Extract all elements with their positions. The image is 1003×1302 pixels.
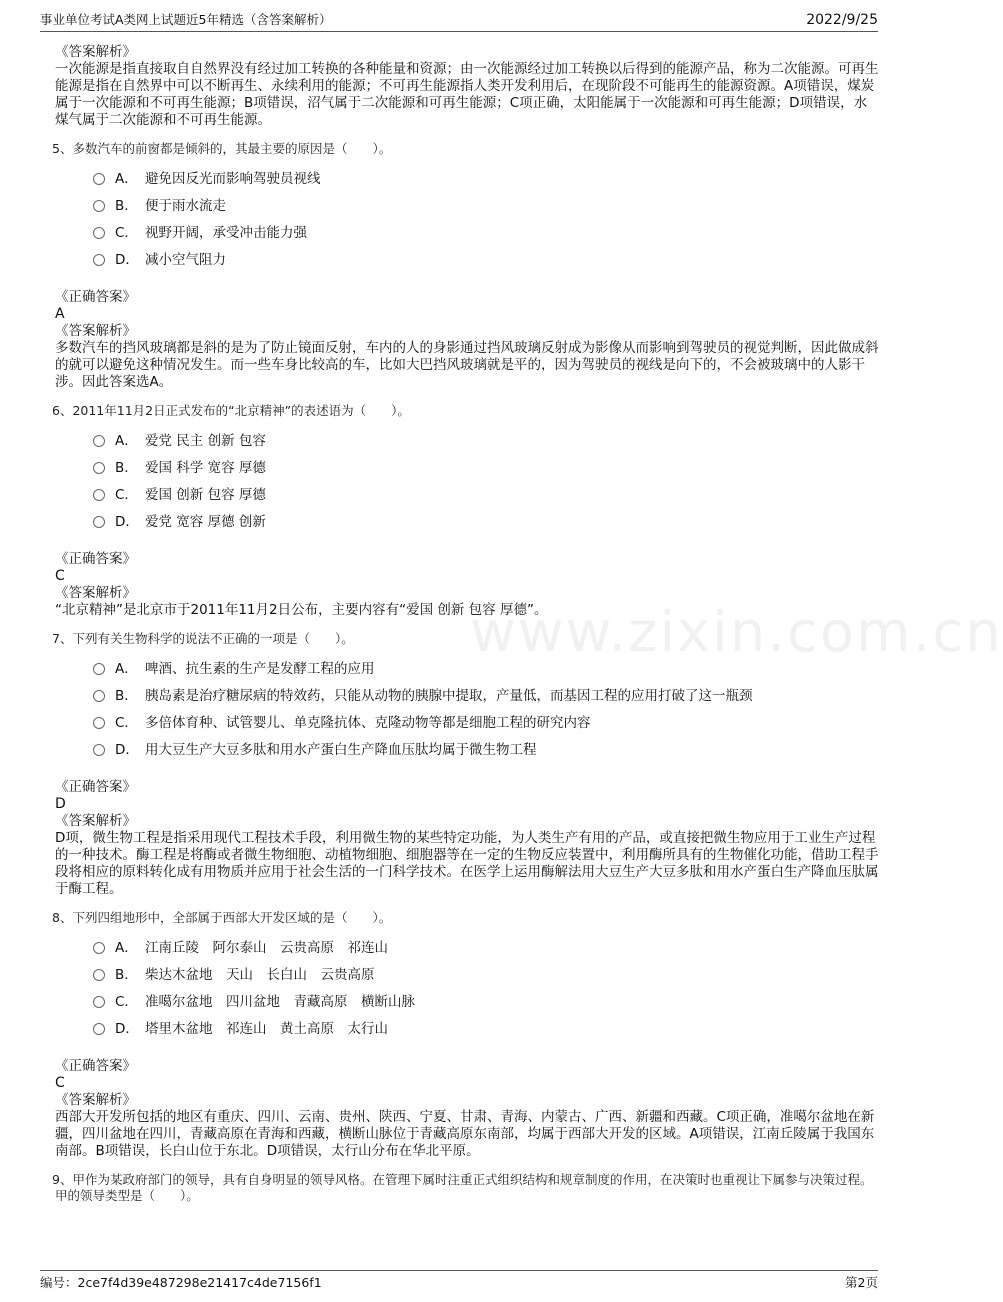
answer-analysis-label: 《答案解析》 (55, 813, 136, 829)
radio-icon[interactable] (93, 969, 105, 981)
question-6-options (93, 425, 880, 533)
question-9: 9、甲作为某政府部门的领导，具有自身明显的领导风格。在管理下属时注重正式组织结构和规章制度的作用，在决策时也重视让下属参与决策过程。甲的领导类型是（ ）。 (52, 1172, 873, 1203)
option-a[interactable]: A． 爱党 民主 创新 包容 (93, 425, 880, 452)
radio-icon[interactable] (93, 744, 105, 756)
question-7-options (93, 653, 880, 761)
correct-answer: A (55, 306, 65, 322)
radio-icon[interactable] (93, 200, 105, 212)
correct-answer: D (55, 796, 66, 812)
document-date: 2022/9/25 (806, 12, 878, 28)
option-c[interactable]: C． 视野开阔，承受冲击能力强 (93, 217, 880, 244)
option-c[interactable]: C． 爱国 创新 包容 厚德 (93, 479, 880, 506)
question-5: 5、多数汽车的前窗都是倾斜的，其最主要的原因是（ ）。 (52, 141, 392, 156)
question-5-options (93, 163, 880, 271)
question-8-options (93, 932, 880, 1040)
radio-icon[interactable] (93, 462, 105, 474)
answer-analysis-text: D项，微生物工程是指采用现代工程技术手段，利用微生物的某些特定功能，为人类生产有用的产品，或直接把微生物应用于工业生产过程的一种技术。酶工程是将酶或者微生物细胞、动植物细胞、细胞器等在一定的生物反应装置中，利用酶所具有的生物催化功能，借助工程手段将相应的原料转化成有用物质并应用于社会生活的一门科学技术。在医学上运用酶解法用大豆生产大豆多肽和用水产蛋白生产降血压肽属于酶工程。 (55, 830, 879, 897)
document-title: 事业单位考试A类网上试题近5年精选（含答案解析） (40, 12, 332, 27)
watermark: www.zixin.com.cn (470, 600, 1003, 665)
answer-analysis-label: 《答案解析》 (55, 585, 136, 601)
option-c[interactable]: C． 准噶尔盆地 四川盆地 青藏高原 横断山脉 (93, 986, 880, 1013)
document-code: 编号：2ce7f4d39e487298e21417c4de7156f1 (40, 1275, 322, 1290)
page-header (40, 8, 878, 32)
radio-icon[interactable] (93, 516, 105, 528)
answer-analysis-text: 西部大开发所包括的地区有重庆、四川、云南、贵州、陕西、宁夏、甘肃、青海、内蒙古、广西、新疆和西藏。C项正确，准噶尔盆地在新疆，四川盆地在四川，青藏高原在青海和西藏，横断山脉位于青藏高原东南部，均属于西部大开发的区域。A项错误，江南丘陵属于我国东南部。B项错误，长白山位于东北。D项错误，太行山分布在华北平原。 (55, 1109, 875, 1159)
radio-icon[interactable] (93, 254, 105, 266)
question-6: 6、2011年11月2日正式发布的“北京精神”的表述语为（ ）。 (52, 403, 410, 418)
option-d[interactable]: D． 用大豆生产大豆多肽和用水产蛋白生产降血压肽均属于微生物工程 (93, 734, 880, 761)
option-c[interactable]: C． 多倍体育种、试管婴儿、单克隆抗体、克隆动物等都是细胞工程的研究内容 (93, 707, 880, 734)
correct-answer-label: 《正确答案》 (55, 779, 136, 795)
document-body (52, 44, 880, 1204)
option-b[interactable]: B． 便于雨水流走 (93, 190, 880, 217)
question-8: 8、下列四组地形中，全部属于西部大开发区域的是（ ）。 (52, 910, 392, 925)
radio-icon[interactable] (93, 173, 105, 185)
radio-icon[interactable] (93, 996, 105, 1008)
correct-answer-label: 《正确答案》 (55, 551, 136, 567)
answer-analysis-text: “北京精神”是北京市于2011年11月2日公布，主要内容有“爱国 创新 包容 厚德”。 (55, 602, 548, 618)
correct-answer: C (55, 1075, 65, 1091)
question-7: 7、下列有关生物科学的说法不正确的一项是（ ）。 (52, 631, 354, 646)
option-a[interactable]: A． 啤酒、抗生素的生产是发酵工程的应用 (93, 653, 880, 680)
option-d[interactable]: D． 爱党 宽容 厚德 创新 (93, 506, 880, 533)
answer-analysis-label: 《答案解析》 (55, 1092, 136, 1108)
answer-analysis-text: 多数汽车的挡风玻璃都是斜的是为了防止镜面反射，车内的人的身影通过挡风玻璃反射成为影像从而影响到驾驶员的视觉判断，因此做成斜的就可以避免这种情况发生。而一些车身比较高的车，比如大巴挡风玻璃就是平的，因为驾驶员的视线是向下的，不会被玻璃中的人影干涉。因此答案选A。 (55, 340, 879, 390)
page-footer (40, 1270, 878, 1290)
option-b[interactable]: B． 柴达木盆地 天山 长白山 云贵高原 (93, 959, 880, 986)
option-d[interactable]: D． 塔里木盆地 祁连山 黄土高原 太行山 (93, 1013, 880, 1040)
radio-icon[interactable] (93, 1023, 105, 1035)
option-a[interactable]: A． 避免因反光而影响驾驶员视线 (93, 163, 880, 190)
option-b[interactable]: B． 爱国 科学 宽容 厚德 (93, 452, 880, 479)
radio-icon[interactable] (93, 690, 105, 702)
answer-analysis-label: 《答案解析》 (55, 44, 136, 60)
option-a[interactable]: A． 江南丘陵 阿尔泰山 云贵高原 祁连山 (93, 932, 880, 959)
option-d[interactable]: D． 减小空气阻力 (93, 244, 880, 271)
radio-icon[interactable] (93, 942, 105, 954)
answer-analysis-label: 《答案解析》 (55, 323, 136, 339)
correct-answer: C (55, 568, 65, 584)
option-b[interactable]: B． 胰岛素是治疗糖尿病的特效药，只能从动物的胰腺中提取，产量低，而基因工程的应用打破了这一瓶颈 (93, 680, 880, 707)
radio-icon[interactable] (93, 663, 105, 675)
radio-icon[interactable] (93, 489, 105, 501)
answer-analysis-text: 一次能源是指直接取自自然界没有经过加工转换的各种能量和资源；由一次能源经过加工转换以后得到的能源产品，称为二次能源。可再生能源是指在自然界中可以不断再生、永续利用的能源；不可再生能源指人类开发利用后，在现阶段不可能再生的能源资源。A项错误，煤炭属于一次能源和不可再生能源；B项错误，沼气属于二次能源和可再生能源；C项正确，太阳能属于一次能源和可再生能源；D项错误，水煤气属于二次能源和不可再生能源。 (55, 61, 879, 128)
radio-icon[interactable] (93, 435, 105, 447)
radio-icon[interactable] (93, 227, 105, 239)
page-number: 第2页 (845, 1275, 878, 1290)
radio-icon[interactable] (93, 717, 105, 729)
correct-answer-label: 《正确答案》 (55, 1058, 136, 1074)
correct-answer-label: 《正确答案》 (55, 289, 136, 305)
